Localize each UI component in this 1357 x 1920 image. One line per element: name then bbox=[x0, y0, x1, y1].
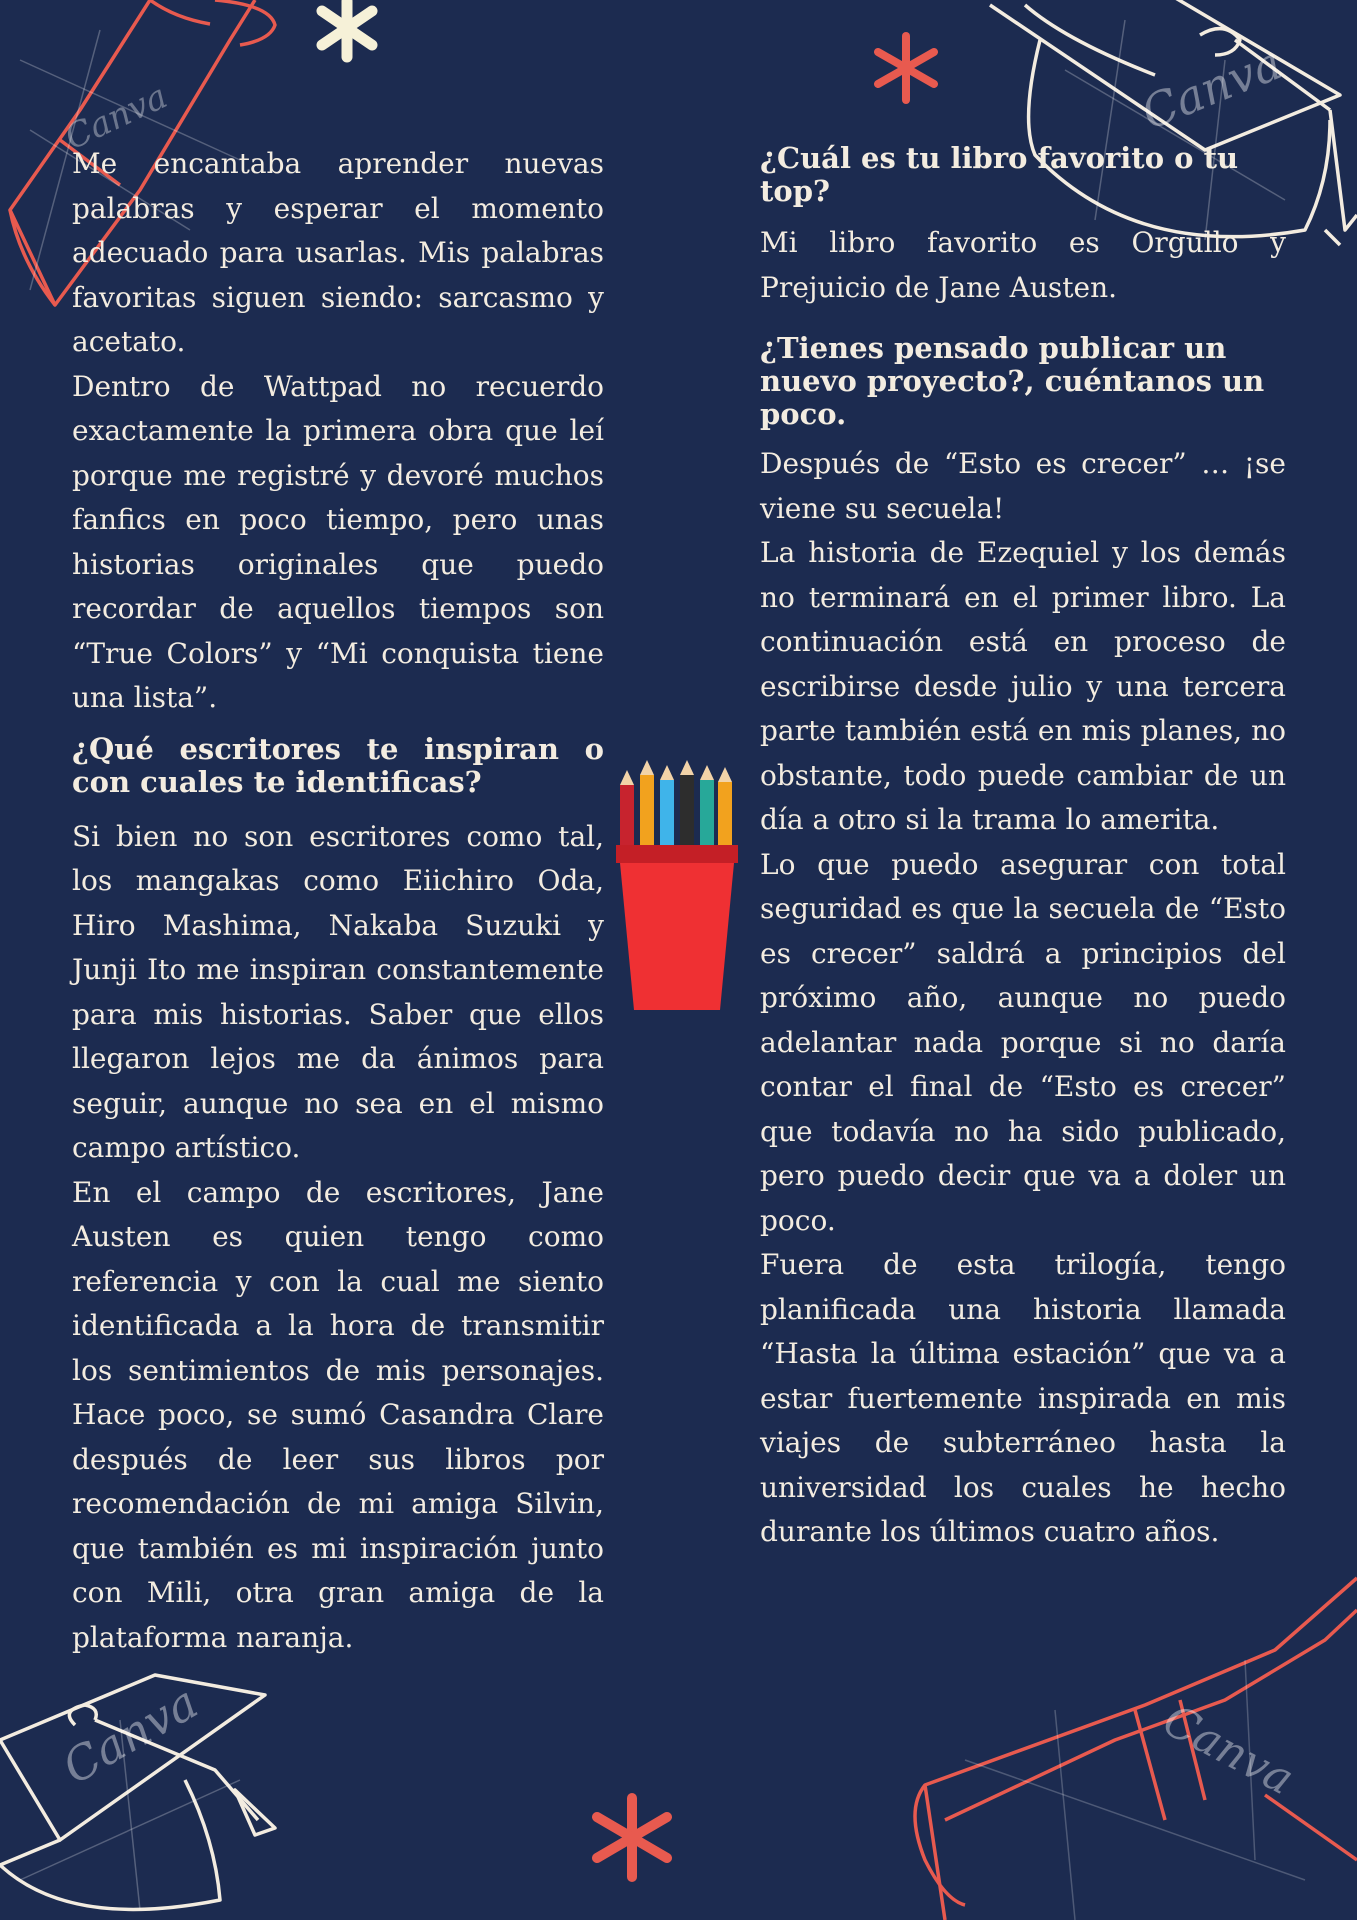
asterisk-icon bbox=[868, 30, 944, 106]
question-heading-favorite-book: ¿Cuál es tu libro favorito o tu top? bbox=[760, 141, 1239, 208]
pencil-cup-icon bbox=[612, 760, 742, 1015]
canva-watermark: Canva bbox=[1133, 35, 1290, 141]
left-column bbox=[72, 142, 604, 1660]
right-paragraph-4: Fuera de esta trilogía, tengo planificada una historia llamada “Hasta la última estación” que va a estar fuertemente inspirada en mis viajes de subterráneo hasta la universidad los cuales he hecho durante los últimos cuatro años. bbox=[760, 1248, 1286, 1548]
canva-watermark: Canva bbox=[58, 76, 174, 159]
question-heading-new-project: ¿Tienes pensado publicar un nuevo proyecto?, cuéntanos un poco. bbox=[760, 331, 1265, 431]
answer-favorite-book: Mi libro favorito es Orgullo y Prejuicio de Jane Austen. bbox=[760, 226, 1286, 304]
right-column bbox=[760, 142, 1286, 1555]
right-paragraph-3: Lo que puedo asegurar con total seguridad es que la secuela de “Esto es crecer” saldrá a principios del próximo año, aunque no puedo adelantar nada porque si no daría contar el final de “Esto es crecer” que todavía no ha sido publicado, pero puedo decir que va a doler un poco. bbox=[760, 847, 1286, 1237]
left-paragraph-4: En el campo de escritores, Jane Austen es quien tengo como referencia y con la cual me siento identificada a la hora de transmitir los sentimientos de mis personajes. Hace poco, se sumó Casandra Clare después de leer sus libros por recomendación de mi amiga Silvin, que también es mi inspiración junto con Mili, otra gran amiga de la plataforma naranja. bbox=[72, 1175, 604, 1654]
canva-watermark: Canva bbox=[53, 1674, 207, 1795]
left-paragraph-2: Dentro de Wattpad no recuerdo exactamente la primera obra que leí porque me registré y devoré muchos fanfics en poco tiempo, pero unas historias originales que puedo recordar de aquellos tiempos son “True Colors” y “Mi conquista tiene una lista”. bbox=[72, 369, 604, 714]
asterisk-icon bbox=[300, 0, 395, 70]
left-paragraph-1: Me encantaba aprender nuevas palabras y esperar el momento adecuado para usarlas. Mis palabras favoritas siguen siendo: sarcasmo y acetato. bbox=[72, 147, 604, 358]
diploma-scroll-icon bbox=[905, 1560, 1357, 1920]
asterisk-icon bbox=[585, 1790, 680, 1885]
left-paragraph-3: Si bien no son escritores como tal, los mangakas como Eiichiro Oda, Hiro Mashima, Nakaba Suzuki y Junji Ito me inspiran constantemente para mis historias. Saber que ellos llegaron lejos me da ánimos para seguir, aunque no sea en el mismo campo artístico. bbox=[72, 819, 604, 1164]
graduation-cap-icon bbox=[0, 1660, 290, 1920]
question-heading-inspiration: ¿Qué escritores te inspiran o con cuales te identificas? bbox=[72, 731, 604, 799]
right-paragraph-2: La historia de Ezequiel y los demás no terminará en el primer libro. La continuación está en proceso de escribirse desde julio y una tercera parte también está en mis planes, no obstante, todo puede cambiar de un día a otro si la trama lo amerita. bbox=[760, 536, 1286, 836]
right-paragraph-1: Después de “Esto es crecer” … ¡se viene su secuela! bbox=[760, 447, 1286, 525]
canva-watermark: Canva bbox=[1154, 1694, 1302, 1806]
